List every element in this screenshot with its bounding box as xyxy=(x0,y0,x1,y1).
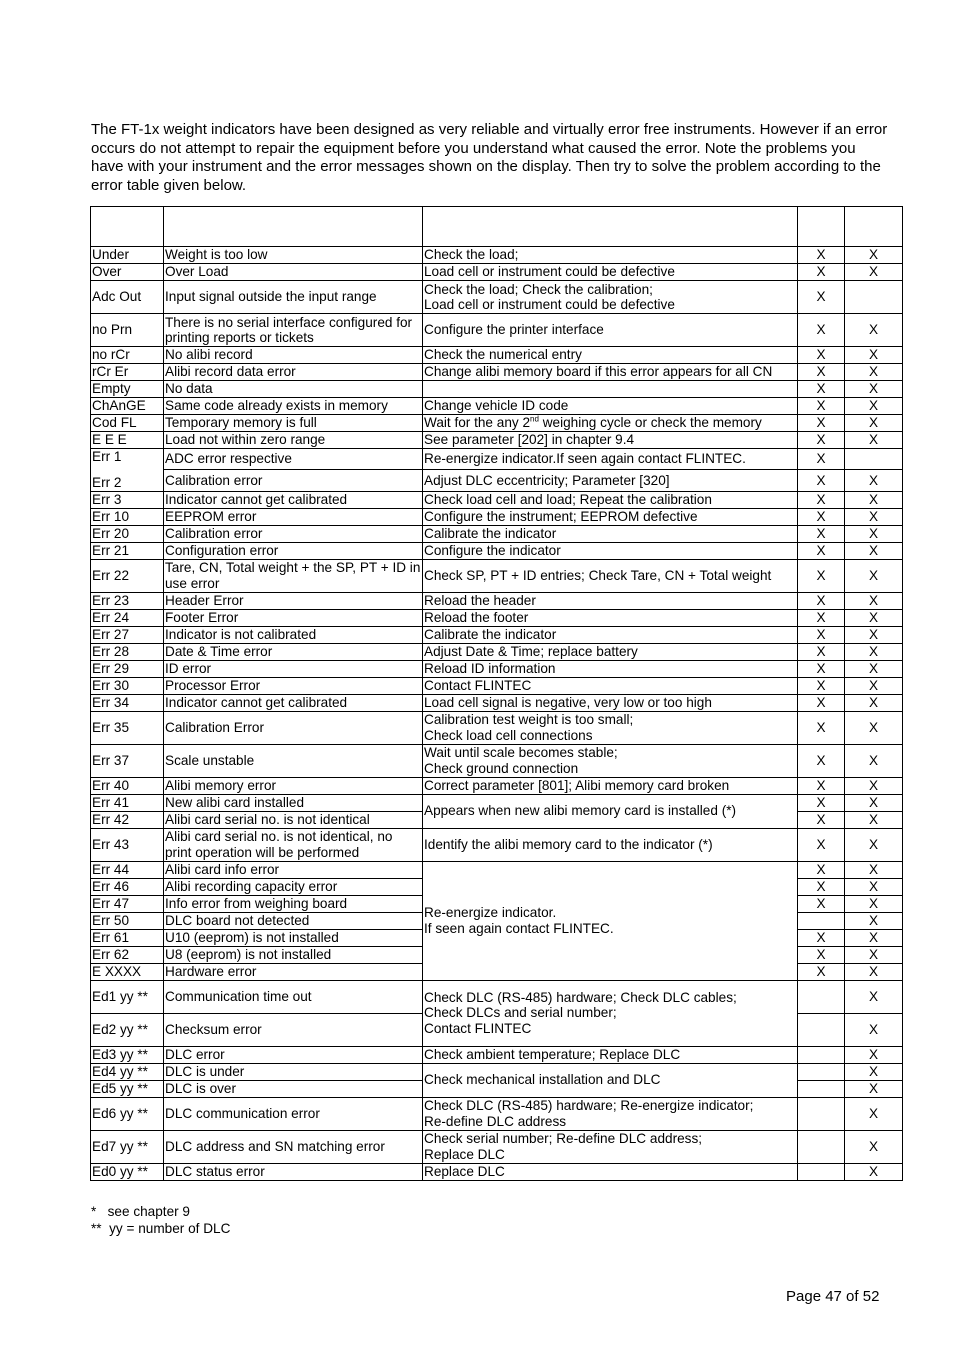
table-row xyxy=(91,980,903,1013)
mark-column-a: X xyxy=(798,946,845,963)
table-row xyxy=(91,592,903,609)
error-code: Err 2 xyxy=(92,475,122,490)
mark-column-b: X xyxy=(845,264,903,281)
mark-column-a: X xyxy=(798,592,845,609)
mark-column-b: X xyxy=(845,912,903,929)
error-description: Indicator cannot get calibrated xyxy=(164,491,423,508)
mark-column-a: X xyxy=(798,347,845,364)
mark-column-a: X xyxy=(798,491,845,508)
error-code: Under xyxy=(91,247,164,264)
error-action: Adjust Date & Time; replace battery xyxy=(423,643,798,660)
error-description: No alibi record xyxy=(164,347,423,364)
error-action: Re-energize indicator. If seen again contact FLINTEC. xyxy=(423,861,798,980)
error-code: Adc Out xyxy=(91,281,164,314)
mark-column-a xyxy=(798,1130,845,1163)
mark-column-a xyxy=(798,1013,845,1046)
table-row xyxy=(91,828,903,861)
error-action: Identify the alibi memory card to the indicator (*) xyxy=(423,828,798,861)
error-action: See parameter [202] in chapter 9.4 xyxy=(423,432,798,449)
table-row xyxy=(91,525,903,542)
table-row xyxy=(91,1046,903,1063)
table-row xyxy=(91,449,903,470)
table-row xyxy=(91,415,903,432)
mark-column-b: X xyxy=(845,744,903,777)
intro-paragraph: The FT-1x weight indicators have been designed as very reliable and virtually error free instruments. However if an error occurs do not attempt to repair the equipment before you understand what caused the error. Note the problems you have with your instrument and the error messages shown on the display. Then try to solve the problem according to the error table given below. xyxy=(91,121,888,194)
error-action: Appears when new alibi memory card is installed (*) xyxy=(423,794,798,828)
table-row xyxy=(91,281,903,314)
error-action: Check the load; xyxy=(423,247,798,264)
error-code: Ed4 yy ** xyxy=(91,1063,164,1080)
mark-column-b: X xyxy=(845,542,903,559)
error-action: Reload the header xyxy=(423,592,798,609)
error-description: There is no serial interface configured for printing reports or tickets xyxy=(164,314,423,347)
error-action: Check ambient temperature; Replace DLC xyxy=(423,1046,798,1063)
error-description: DLC error xyxy=(164,1046,423,1063)
error-action: Re-energize indicator.If seen again contact FLINTEC. xyxy=(423,449,798,470)
error-description: No data xyxy=(164,381,423,398)
table-row xyxy=(91,1097,903,1130)
table-row xyxy=(91,744,903,777)
error-description: Calibration Error xyxy=(164,711,423,744)
mark-column-b: X xyxy=(845,777,903,794)
error-code: Err 61 xyxy=(91,929,164,946)
mark-column-a: X xyxy=(798,811,845,828)
error-description: DLC address and SN matching error xyxy=(164,1130,423,1163)
error-code: Err 50 xyxy=(91,912,164,929)
error-code: Err 20 xyxy=(91,525,164,542)
error-code: Err 1 xyxy=(92,449,122,464)
mark-column-a xyxy=(798,980,845,1013)
error-description: Hardware error xyxy=(164,963,423,980)
mark-column-b: X xyxy=(845,643,903,660)
table-row xyxy=(91,347,903,364)
table-row xyxy=(91,677,903,694)
table-row xyxy=(91,508,903,525)
error-action: Replace DLC xyxy=(423,1163,798,1180)
mark-column-a: X xyxy=(798,777,845,794)
mark-column-a: X xyxy=(798,677,845,694)
error-code: Err 10 xyxy=(91,508,164,525)
error-description: EEPROM error xyxy=(164,508,423,525)
error-code: Ed2 yy ** xyxy=(91,1013,164,1046)
mark-column-a xyxy=(798,1046,845,1063)
mark-column-a: X xyxy=(798,660,845,677)
mark-column-a: X xyxy=(798,525,845,542)
error-code: no rCr xyxy=(91,347,164,364)
mark-column-b: X xyxy=(845,609,903,626)
error-code: Ed0 yy ** xyxy=(91,1163,164,1180)
mark-column-b: X xyxy=(845,1063,903,1080)
error-description: Processor Error xyxy=(164,677,423,694)
mark-column-a xyxy=(798,1063,845,1080)
mark-column-a: X xyxy=(798,542,845,559)
error-description: Alibi memory error xyxy=(164,777,423,794)
error-description: Alibi card info error xyxy=(164,861,423,878)
mark-column-a: X xyxy=(798,314,845,347)
mark-column-a xyxy=(798,1080,845,1097)
mark-column-b: X xyxy=(845,861,903,878)
mark-column-b: X xyxy=(845,432,903,449)
error-code: Err 41 xyxy=(91,794,164,811)
mark-column-b: X xyxy=(845,946,903,963)
mark-column-b: X xyxy=(845,508,903,525)
error-code: Err 22 xyxy=(91,559,164,592)
error-action: Change alibi memory board if this error appears for all CN xyxy=(423,364,798,381)
page-number: Page 47 of 52 xyxy=(786,1288,880,1305)
error-code: Err 40 xyxy=(91,777,164,794)
error-code: Over xyxy=(91,264,164,281)
error-action: Check DLC (RS-485) hardware; Re-energize indicator; Re-define DLC address xyxy=(423,1097,798,1130)
error-description: Temporary memory is full xyxy=(164,415,423,432)
error-description: Load not within zero range xyxy=(164,432,423,449)
header-cell xyxy=(798,207,845,247)
mark-column-a: X xyxy=(798,861,845,878)
error-code: Err 23 xyxy=(91,592,164,609)
mark-column-a: X xyxy=(798,415,845,432)
table-row xyxy=(91,1063,903,1080)
mark-column-b xyxy=(845,449,903,470)
error-description: U8 (eeprom) is not installed xyxy=(164,946,423,963)
mark-column-b: X xyxy=(845,364,903,381)
table-row xyxy=(91,626,903,643)
mark-column-a: X xyxy=(798,643,845,660)
error-description: Communication time out xyxy=(164,980,423,1013)
mark-column-a: X xyxy=(798,364,845,381)
error-code: Ed1 yy ** xyxy=(91,980,164,1013)
error-code: Err 42 xyxy=(91,811,164,828)
action-text: Wait for the any 2 xyxy=(424,415,531,431)
error-code: Err 24 xyxy=(91,609,164,626)
mark-column-a xyxy=(798,1097,845,1130)
error-action: Correct parameter [801]; Alibi memory card broken xyxy=(423,777,798,794)
error-code-cell xyxy=(91,449,164,492)
mark-column-a xyxy=(798,912,845,929)
error-code: no Prn xyxy=(91,314,164,347)
error-code: Err 44 xyxy=(91,861,164,878)
footnote: ** yy = number of DLC xyxy=(91,1221,231,1236)
error-action: Check serial number; Re-define DLC address; Replace DLC xyxy=(423,1130,798,1163)
error-code: Ed5 yy ** xyxy=(91,1080,164,1097)
mark-column-a: X xyxy=(798,878,845,895)
mark-column-b: X xyxy=(845,1130,903,1163)
header-cell xyxy=(845,207,903,247)
error-description: DLC is under xyxy=(164,1063,423,1080)
table-row xyxy=(91,470,903,491)
error-description: Indicator cannot get calibrated xyxy=(164,694,423,711)
mark-column-b: X xyxy=(845,694,903,711)
mark-column-a: X xyxy=(798,929,845,946)
error-code: Err 30 xyxy=(91,677,164,694)
error-action: Load cell signal is negative, very low or too high xyxy=(423,694,798,711)
error-description: DLC is over xyxy=(164,1080,423,1097)
mark-column-a: X xyxy=(798,432,845,449)
error-description: Tare, CN, Total weight + the SP, PT + ID in use error xyxy=(164,559,423,592)
mark-column-b: X xyxy=(845,660,903,677)
error-code: Err 29 xyxy=(91,660,164,677)
error-code: rCr Er xyxy=(91,364,164,381)
error-description: Checksum error xyxy=(164,1013,423,1046)
error-action: Load cell or instrument could be defective xyxy=(423,264,798,281)
mark-column-b: X xyxy=(845,626,903,643)
error-description: Alibi recording capacity error xyxy=(164,878,423,895)
error-code: Err 43 xyxy=(91,828,164,861)
mark-column-a: X xyxy=(798,470,845,491)
mark-column-b: X xyxy=(845,828,903,861)
mark-column-a: X xyxy=(798,828,845,861)
error-action: Change vehicle ID code xyxy=(423,398,798,415)
error-action: Reload the footer xyxy=(423,609,798,626)
footnote: * see chapter 9 xyxy=(91,1204,190,1219)
mark-column-a: X xyxy=(798,449,845,470)
mark-column-a: X xyxy=(798,508,845,525)
error-description: Calibration error xyxy=(164,470,423,491)
error-code: Err 3 xyxy=(91,491,164,508)
table-row xyxy=(91,660,903,677)
error-action: Check mechanical installation and DLC xyxy=(423,1063,798,1097)
error-description: Scale unstable xyxy=(164,744,423,777)
error-description: Header Error xyxy=(164,592,423,609)
ordinal-suffix: nd xyxy=(530,414,539,424)
mark-column-b: X xyxy=(845,980,903,1013)
mark-column-b: X xyxy=(845,1013,903,1046)
mark-column-b: X xyxy=(845,1080,903,1097)
error-code: Err 37 xyxy=(91,744,164,777)
error-code: Err 21 xyxy=(91,542,164,559)
table-row xyxy=(91,398,903,415)
error-description: Over Load xyxy=(164,264,423,281)
mark-column-a: X xyxy=(798,744,845,777)
error-description: DLC communication error xyxy=(164,1097,423,1130)
error-action: Check the load; Check the calibration; Load cell or instrument could be defective xyxy=(423,281,798,314)
mark-column-b: X xyxy=(845,677,903,694)
mark-column-b: X xyxy=(845,811,903,828)
table-row xyxy=(91,264,903,281)
error-code: Err 27 xyxy=(91,626,164,643)
mark-column-b: X xyxy=(845,559,903,592)
error-description: Indicator is not calibrated xyxy=(164,626,423,643)
mark-column-a: X xyxy=(798,381,845,398)
table-row xyxy=(91,432,903,449)
error-description: Calibration error xyxy=(164,525,423,542)
error-description: Date & Time error xyxy=(164,643,423,660)
mark-column-a: X xyxy=(798,711,845,744)
mark-column-a: X xyxy=(798,247,845,264)
table-row xyxy=(91,559,903,592)
error-action: Check the numerical entry xyxy=(423,347,798,364)
error-code: Err 28 xyxy=(91,643,164,660)
mark-column-b: X xyxy=(845,347,903,364)
error-description: Weight is too low xyxy=(164,247,423,264)
error-action xyxy=(423,415,798,432)
table-row xyxy=(91,694,903,711)
mark-column-a: X xyxy=(798,559,845,592)
table-row xyxy=(91,247,903,264)
error-action: Contact FLINTEC xyxy=(423,677,798,694)
header-cell xyxy=(423,207,798,247)
error-action: Check SP, PT + ID entries; Check Tare, CN + Total weight xyxy=(423,559,798,592)
error-description: Configuration error xyxy=(164,542,423,559)
error-description: Info error from weighing board xyxy=(164,895,423,912)
mark-column-a: X xyxy=(798,963,845,980)
error-action: Check load cell and load; Repeat the calibration xyxy=(423,491,798,508)
mark-column-a: X xyxy=(798,281,845,314)
error-action xyxy=(423,381,798,398)
error-description: Footer Error xyxy=(164,609,423,626)
error-action: Configure the instrument; EEPROM defective xyxy=(423,508,798,525)
error-description: Alibi card serial no. is not identical xyxy=(164,811,423,828)
error-description: Alibi card serial no. is not identical, no print operation will be performed xyxy=(164,828,423,861)
table-row xyxy=(91,491,903,508)
table-row xyxy=(91,1130,903,1163)
error-description: DLC board not detected xyxy=(164,912,423,929)
mark-column-b: X xyxy=(845,963,903,980)
mark-column-a: X xyxy=(798,694,845,711)
error-code: Err 34 xyxy=(91,694,164,711)
table-row xyxy=(91,314,903,347)
mark-column-b: X xyxy=(845,592,903,609)
mark-column-b: X xyxy=(845,415,903,432)
error-description: ID error xyxy=(164,660,423,677)
mark-column-b: X xyxy=(845,1046,903,1063)
mark-column-a: X xyxy=(798,609,845,626)
error-description: Alibi record data error xyxy=(164,364,423,381)
error-code: Err 47 xyxy=(91,895,164,912)
mark-column-b xyxy=(845,281,903,314)
error-code: Ed7 yy ** xyxy=(91,1130,164,1163)
mark-column-a: X xyxy=(798,794,845,811)
table-row xyxy=(91,1163,903,1180)
header-cell xyxy=(164,207,423,247)
mark-column-b: X xyxy=(845,381,903,398)
error-action: Check DLC (RS-485) hardware; Check DLC cables; Check DLCs and serial number; Contact FLINTEC xyxy=(423,980,798,1046)
table-row xyxy=(91,794,903,811)
error-action: Wait until scale becomes stable; Check ground connection xyxy=(423,744,798,777)
error-description: New alibi card installed xyxy=(164,794,423,811)
error-code: Ed6 yy ** xyxy=(91,1097,164,1130)
table-header-row xyxy=(91,207,903,247)
mark-column-b: X xyxy=(845,878,903,895)
error-description: DLC status error xyxy=(164,1163,423,1180)
table-row xyxy=(91,364,903,381)
mark-column-b: X xyxy=(845,929,903,946)
mark-column-b: X xyxy=(845,525,903,542)
mark-column-b: X xyxy=(845,491,903,508)
mark-column-a: X xyxy=(798,398,845,415)
table-row xyxy=(91,861,903,878)
error-code: Err 46 xyxy=(91,878,164,895)
table-row xyxy=(91,609,903,626)
error-code: E E E xyxy=(91,432,164,449)
error-action: Reload ID information xyxy=(423,660,798,677)
table-row xyxy=(91,711,903,744)
mark-column-b: X xyxy=(845,470,903,491)
mark-column-b: X xyxy=(845,314,903,347)
table-row xyxy=(91,542,903,559)
footnotes xyxy=(91,1203,230,1237)
mark-column-a xyxy=(798,1163,845,1180)
action-text: weighing cycle or check the memory xyxy=(538,415,762,431)
header-cell xyxy=(91,207,164,247)
mark-column-b: X xyxy=(845,1163,903,1180)
error-description: Input signal outside the input range xyxy=(164,281,423,314)
error-action: Calibrate the indicator xyxy=(423,626,798,643)
error-action: Configure the indicator xyxy=(423,542,798,559)
mark-column-b: X xyxy=(845,1097,903,1130)
mark-column-a: X xyxy=(798,264,845,281)
error-action: Calibration test weight is too small; Check load cell connections xyxy=(423,711,798,744)
table-row xyxy=(91,643,903,660)
error-description: ADC error respective xyxy=(164,449,423,470)
error-code: Cod FL xyxy=(91,415,164,432)
error-code: ChAnGE xyxy=(91,398,164,415)
error-action: Configure the printer interface xyxy=(423,314,798,347)
error-code: Ed3 yy ** xyxy=(91,1046,164,1063)
table-row xyxy=(91,777,903,794)
mark-column-b: X xyxy=(845,398,903,415)
error-table xyxy=(90,206,903,1181)
mark-column-b: X xyxy=(845,711,903,744)
error-code: E XXXX xyxy=(91,963,164,980)
error-description: U10 (eeprom) is not installed xyxy=(164,929,423,946)
mark-column-a: X xyxy=(798,626,845,643)
table-row xyxy=(91,381,903,398)
error-code: Err 62 xyxy=(91,946,164,963)
error-code: Empty xyxy=(91,381,164,398)
mark-column-b: X xyxy=(845,794,903,811)
error-action: Calibrate the indicator xyxy=(423,525,798,542)
error-description: Same code already exists in memory xyxy=(164,398,423,415)
error-action: Adjust DLC eccentricity; Parameter [320] xyxy=(423,470,798,491)
error-code: Err 35 xyxy=(91,711,164,744)
mark-column-a: X xyxy=(798,895,845,912)
mark-column-b: X xyxy=(845,247,903,264)
mark-column-b: X xyxy=(845,895,903,912)
